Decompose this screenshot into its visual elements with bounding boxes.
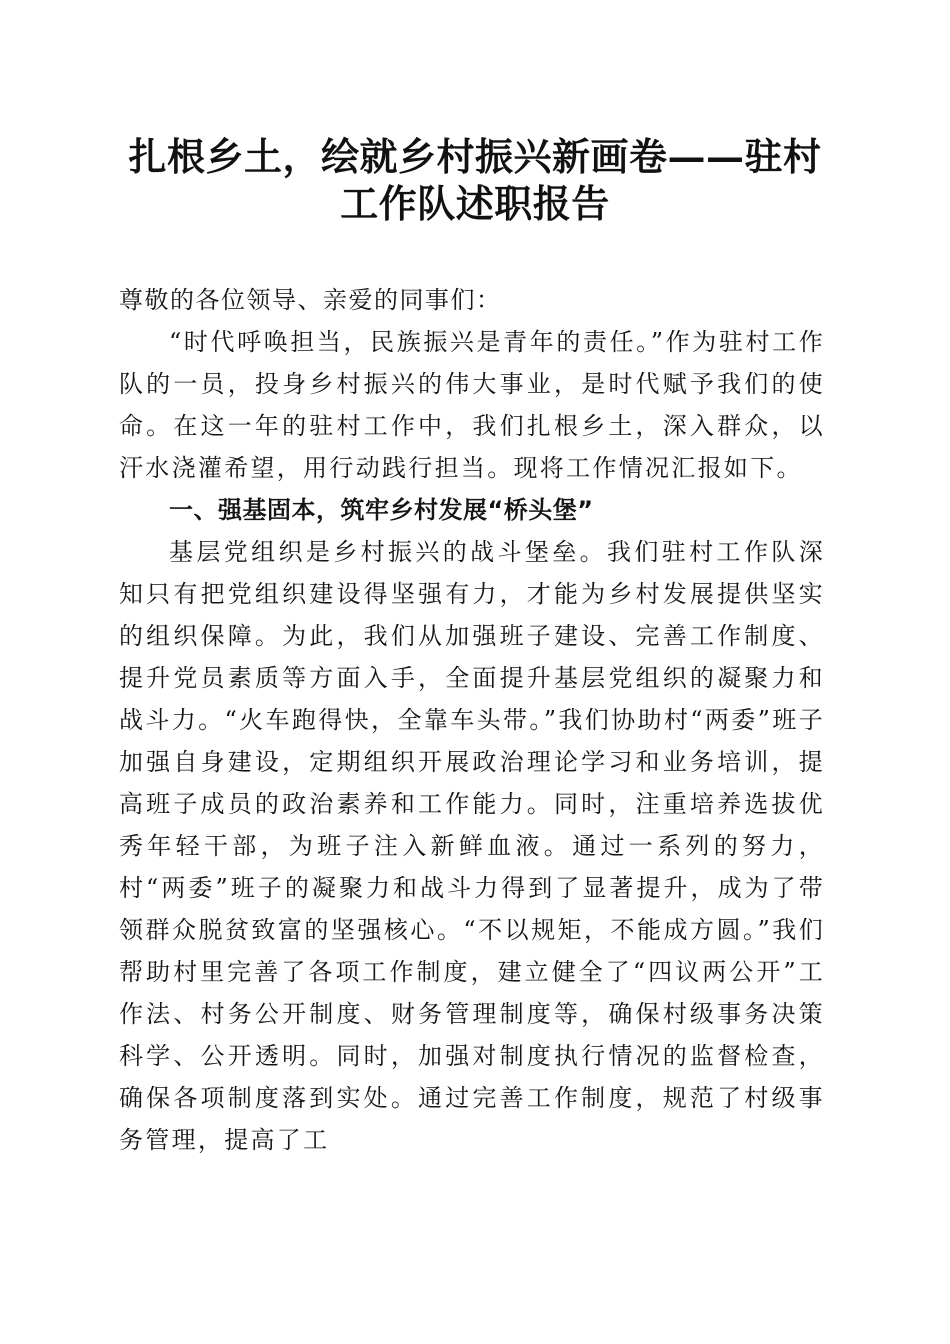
- section-1-paragraph: 基层党组织是乡村振兴的战斗堡垒。我们驻村工作队深知只有把党组织建设得坚强有力，才能为乡村发展提供坚实的组织保障。为此，我们从加强班子建设、完善工作制度、提升党员素质等方面入手，全面提升基层党组织的凝聚力和战斗力。“火车跑得快，全靠车头带。”我们协助村“两委”班子加强自身建设，定期组织开展政治理论学习和业务培训，提高班子成员的政治素养和工作能力。同时，注重培养选拔优秀年轻干部，为班子注入新鲜血液。通过一系列的努力，村“两委”班子的凝聚力和战斗力得到了显著提升，成为了带领群众脱贫致富的坚强核心。“不以规矩，不能成方圆。”我们帮助村里完善了各项工作制度，建立健全了“四议两公开”工作法、村务公开制度、财务管理制度等，确保村级事务决策科学、公开透明。同时，加强对制度执行情况的监督检查，确保各项制度落到实处。通过完善工作制度，规范了村级事务管理，提高了工: [119, 538, 825, 1154]
- section-heading-1: 一、强基固本，筑牢乡村发展“桥头堡”: [169, 496, 594, 524]
- salutation: 尊敬的各位领导、亲爱的同事们：: [119, 286, 502, 314]
- document-body: [119, 279, 825, 1161]
- document-title: 扎根乡土，绘就乡村振兴新画卷——驻村工作队述职报告: [128, 134, 822, 226]
- intro-paragraph: “时代呼唤担当，民族振兴是青年的责任。”作为驻村工作队的一员，投身乡村振兴的伟大事业，是时代赋予我们的使命。在这一年的驻村工作中，我们扎根乡土，深入群众，以汗水浇灌希望，用行动践行担当。现将工作情况汇报如下。: [119, 328, 825, 482]
